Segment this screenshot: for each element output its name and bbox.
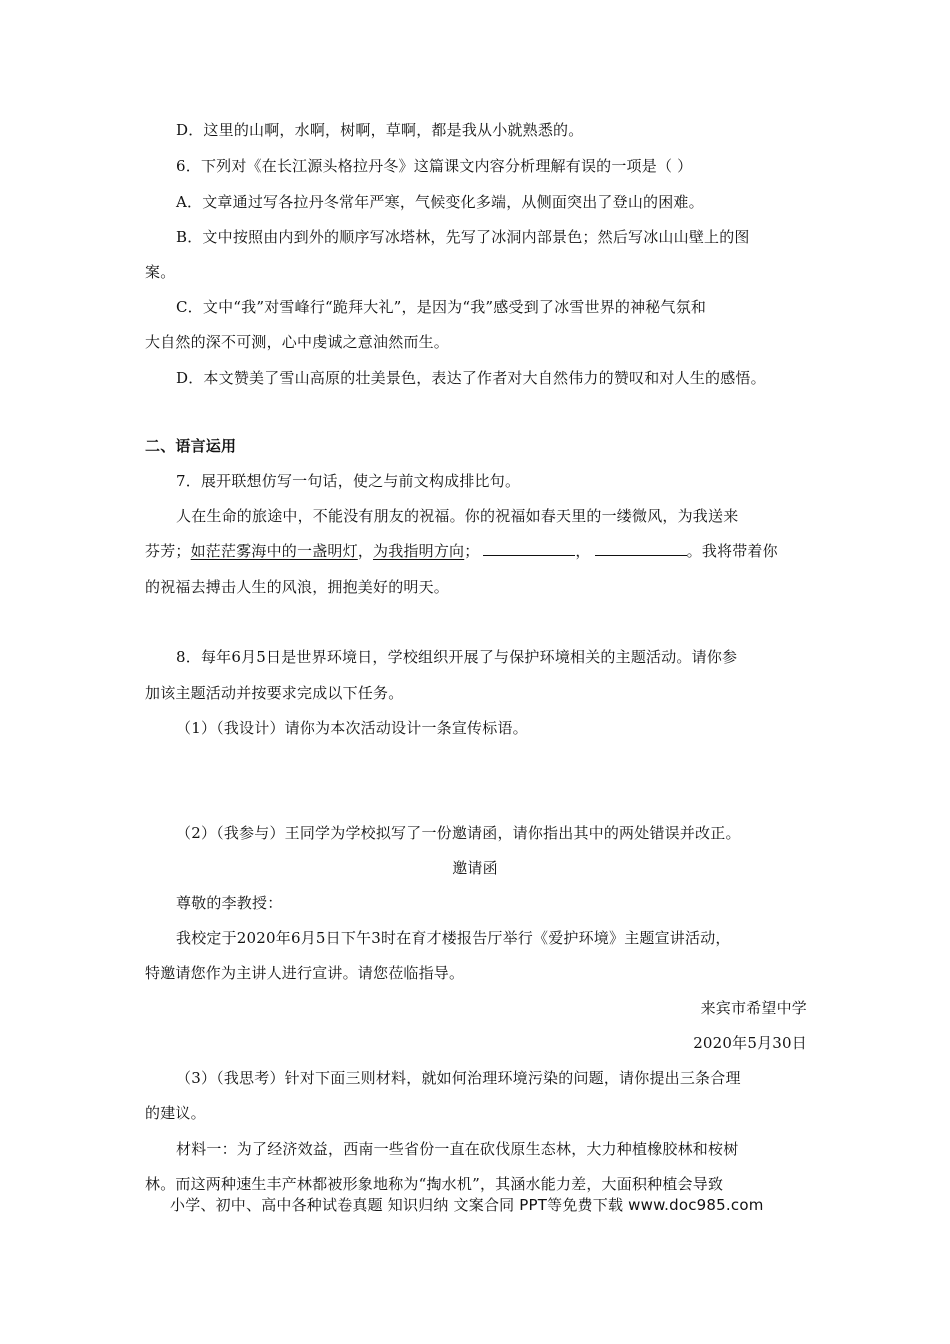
q7-line2-comma: ， [357,542,374,560]
q7-line2-suffix: 。我将带着你 [686,542,778,560]
q8-stem-line1: 8．每年6月5日是世界环境日，学校组织开展了与保护环境相关的主题活动。请你参 [176,648,738,666]
q7-stem: 7．展开联想仿写一句话，使之与前文构成排比句。 [176,472,521,490]
q7-example-clause-1: 如茫茫雾海中的一盏明灯 [190,542,358,560]
q7-answer-blank-2[interactable] [595,541,687,556]
q7-example-clause-2: 为我指明方向 [373,542,465,560]
letter-title: 邀请函 [452,859,498,877]
q6-option-b-line1: B．文中按照由内到外的顺序写冰塔林，先写了冰洞内部景色；然后写冰山山壁上的图 [176,228,750,246]
q8-stem-line2: 加该主题活动并按要求完成以下任务。 [145,684,404,702]
q7-line2-prefix: 芬芳； [145,542,191,560]
footer-watermark: 小学、初中、高中各种试卷真题 知识归纳 文案合同 PPT等免费下载 www.doc985.com [170,1196,764,1214]
letter-body-line2: 特邀请您作为主讲人进行宣讲。请您莅临指导。 [145,964,465,982]
q6-option-b-line2: 案。 [145,263,176,281]
q6-option-a: A．文章通过写各拉丹冬常年严寒，气候变化多端，从侧面突出了登山的困难。 [176,193,704,211]
q7-line2 [145,541,778,561]
letter-salutation: 尊敬的李教授： [176,894,283,912]
q6-option-d: D．本文赞美了雪山高原的壮美景色，表达了作者对大自然伟力的赞叹和对人生的感悟。 [176,369,766,387]
letter-date: 2020年5月30日 [693,1034,807,1052]
letter-sender: 来宾市希望中学 [700,999,807,1017]
q7-line2-comma-2: ， [575,542,591,560]
q8-part3-line2: 的建议。 [145,1104,206,1122]
section-2-heading: 二、语言运用 [145,437,237,455]
material1-line1: 材料一：为了经济效益，西南一些省份一直在砍伐原生态林，大力种植橡胶林和桉树 [176,1140,739,1158]
q5-option-d: D．这里的山啊，水啊，树啊，草啊，都是我从小就熟悉的。 [176,121,584,139]
q6-stem: 6．下列对《在长江源头格拉丹冬》这篇课文内容分析理解有误的一项是（ ） [176,157,693,175]
q7-line3: 的祝福去搏击人生的风浪，拥抱美好的明天。 [145,578,450,596]
material1-line2: 林。而这两种速生丰产林都被形象地称为“掏水机”，其涵水能力差，大面积种植会导致 [145,1175,724,1193]
q8-part2: （2）（我参与）王同学为学校拟写了一份邀请函，请你指出其中的两处错误并改正。 [176,824,741,842]
letter-body-line1: 我校定于2020年6月5日下午3时在育才楼报告厅举行《爱护环境》主题宣讲活动， [176,929,731,947]
q7-line2-semicolon: ； [464,542,480,560]
q6-option-c-line1: C．文中“我”对雪峰行“跪拜大礼”，是因为“我”感受到了冰雪世界的神秘气氛和 [176,298,707,316]
q8-part3-line1: （3）（我思考）针对下面三则材料，就如何治理环境污染的问题，请你提出三条合理 [176,1069,741,1087]
q6-option-c-line2: 大自然的深不可测，心中虔诚之意油然而生。 [145,333,450,351]
q8-part1: （1）（我设计）请你为本次活动设计一条宣传标语。 [176,719,528,737]
q7-answer-blank-1[interactable] [483,541,575,556]
q7-line1: 人在生命的旅途中，不能没有朋友的祝福。你的祝福如春天里的一缕微风，为我送来 [176,507,739,525]
